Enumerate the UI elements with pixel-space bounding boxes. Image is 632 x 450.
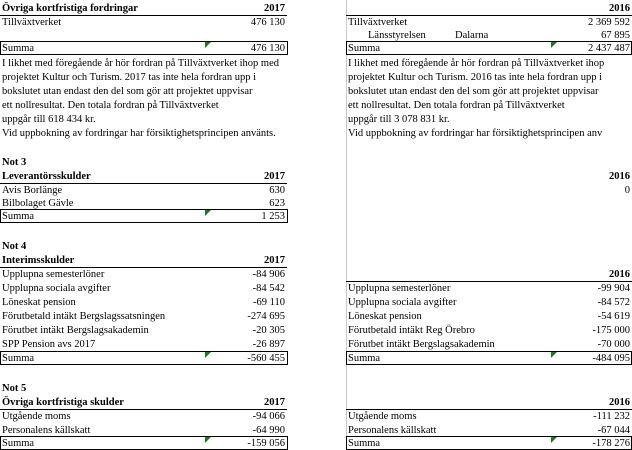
table-row — [0, 410, 632, 423]
table-row — [0, 184, 632, 197]
sum-value[interactable]: -484 095 — [592, 353, 630, 364]
cell-value[interactable]: -84 542 — [252, 283, 285, 294]
cell-region[interactable]: Dalarna — [455, 30, 489, 41]
table-row — [0, 382, 632, 395]
formula-indicator-icon — [205, 352, 211, 358]
sum-value[interactable]: 476 130 — [250, 43, 285, 54]
cell-label[interactable]: Utgående moms — [2, 411, 71, 422]
table-row — [0, 16, 632, 29]
year-header-left[interactable]: 2017 — [264, 3, 285, 14]
year-header-right[interactable]: 2016 — [609, 171, 630, 182]
cell-value[interactable]: 67 895 — [601, 30, 630, 41]
note-text[interactable]: ett nollresultat. Den totala fordran på Tillväxtverket — [2, 100, 219, 111]
table-row — [0, 338, 632, 351]
note-text[interactable]: projektet Kultur och Turism. 2016 tas inte hela fordran upp i — [348, 72, 603, 83]
year-header-left[interactable]: 2017 — [264, 255, 285, 266]
text-row — [0, 57, 632, 70]
cell-label[interactable]: Löneskat pension — [2, 297, 76, 308]
section-header-ovriga-skulder[interactable]: Övriga kortfristiga skulder — [2, 397, 124, 408]
text-row — [0, 71, 632, 84]
formula-indicator-icon — [205, 210, 211, 216]
cell-label[interactable]: Bilbolaget Gävle — [2, 198, 74, 209]
cell-label[interactable]: Upplupna semesterlöner — [2, 269, 105, 280]
year-header-right[interactable]: 2016 — [609, 3, 630, 14]
section-header-interimsskulder[interactable]: Interimsskulder — [2, 255, 75, 266]
text-row — [0, 127, 632, 140]
cell-label[interactable]: Upplupna semesterlöner — [348, 283, 451, 294]
sum-label[interactable]: Summa — [348, 353, 381, 364]
cell-label[interactable]: Utgående moms — [348, 411, 417, 422]
table-row — [0, 156, 632, 169]
cell-value[interactable]: -54 619 — [597, 311, 630, 322]
cell-value[interactable]: -175 000 — [592, 325, 630, 336]
cell-value[interactable]: -99 904 — [597, 283, 630, 294]
cell-value[interactable]: 2 369 592 — [588, 17, 630, 28]
table-row — [0, 437, 632, 450]
text-row — [0, 85, 632, 98]
cell-value[interactable]: 0 — [624, 185, 630, 196]
note-text[interactable]: ett nollresultat. Den totala fordran på Tillväxtverket — [348, 100, 565, 111]
table-row — [0, 296, 632, 309]
sum-value[interactable]: 1 253 — [261, 211, 285, 222]
sum-label[interactable]: Summa — [348, 438, 381, 449]
cell-label[interactable]: Upplupna sociala avgifter — [348, 297, 457, 308]
sum-label[interactable]: Summa — [2, 211, 35, 222]
note-text[interactable]: Vid uppbokning av fordringar har försiktighetsprincipen anv — [348, 128, 603, 139]
table-row — [0, 254, 632, 267]
note-text[interactable]: Vid uppbokning av fordringar har försiktighetsprincipen använts. — [2, 128, 276, 139]
formula-indicator-icon — [551, 352, 557, 358]
sum-value[interactable]: -159 056 — [247, 438, 285, 449]
section-header-leverantorsskulder[interactable]: Leverantörsskulder — [2, 171, 91, 182]
cell-value[interactable]: 623 — [269, 198, 285, 209]
cell-value[interactable]: 476 130 — [250, 17, 285, 28]
table-row — [0, 310, 632, 323]
cell-value[interactable]: -84 906 — [252, 269, 285, 280]
note-number-3[interactable]: Not 3 — [2, 157, 27, 168]
sum-label[interactable]: Summa — [2, 438, 35, 449]
year-header-right[interactable]: 2016 — [609, 269, 630, 280]
cell-label[interactable]: Förutbetald intäkt Reg Örebro — [348, 325, 475, 336]
note-text[interactable]: bokslutet utan endast den del som gör att projektet uppvisar — [348, 86, 599, 97]
cell-value[interactable]: -70 000 — [597, 339, 630, 350]
cell-label[interactable]: Personalens källskatt — [2, 425, 91, 436]
sum-value[interactable]: -560 455 — [247, 353, 285, 364]
sum-label[interactable]: Summa — [348, 43, 381, 54]
table-row — [0, 282, 632, 295]
text-row — [0, 113, 632, 126]
cell-value[interactable]: -67 044 — [597, 425, 630, 436]
cell-value[interactable]: -84 572 — [597, 297, 630, 308]
note-text[interactable]: bokslutet utan endast den del som gör att projektet uppvisar — [2, 86, 253, 97]
note-text[interactable]: I likhet med föregående år hör fordran på Tillväxtverket ihop — [348, 58, 605, 69]
year-header-left[interactable]: 2017 — [264, 397, 285, 408]
sum-value[interactable]: 2 437 487 — [588, 43, 630, 54]
year-header-right[interactable]: 2016 — [609, 397, 630, 408]
table-row — [0, 324, 632, 337]
cell-label[interactable]: Tillväxtverket — [2, 17, 62, 28]
formula-indicator-icon — [205, 42, 211, 48]
cell-value[interactable]: -20 305 — [252, 325, 285, 336]
cell-label[interactable]: Förutbetald intäkt Bergslagssatsningen — [2, 311, 166, 322]
sum-value[interactable]: -178 276 — [592, 438, 630, 449]
cell-value[interactable]: -69 110 — [253, 297, 285, 308]
note-text[interactable]: uppgår till 3 078 831 kr. — [348, 114, 450, 125]
sum-label[interactable]: Summa — [2, 353, 35, 364]
cell-label[interactable]: Löneskat pension — [348, 311, 422, 322]
table-row — [0, 240, 632, 253]
table-row — [0, 2, 632, 15]
table-row — [0, 42, 632, 55]
cell-value[interactable]: -274 695 — [247, 311, 285, 322]
table-row — [0, 210, 632, 223]
sum-label[interactable]: Summa — [2, 43, 35, 54]
note-text[interactable]: projektet Kultur och Turism. 2017 tas inte hela fordran upp i — [2, 72, 257, 83]
cell-label[interactable]: Avis Borlänge — [2, 185, 63, 196]
cell-label[interactable]: Upplupna sociala avgifter — [2, 283, 111, 294]
cell-value[interactable]: -26 897 — [252, 339, 285, 350]
cell-label[interactable]: Förutbet intäkt Bergslagsakademin — [2, 325, 149, 336]
cell-label[interactable]: Förutbet intäkt Bergslagsakademin — [348, 339, 495, 350]
cell-label[interactable]: Länsstyrelsen — [368, 30, 426, 41]
cell-value[interactable]: -111 232 — [593, 411, 630, 422]
text-row — [0, 99, 632, 112]
table-row — [0, 396, 632, 409]
note-number-5[interactable]: Not 5 — [2, 383, 27, 394]
cell-label[interactable]: Personalens källskatt — [348, 425, 437, 436]
table-row — [0, 170, 632, 183]
cell-value[interactable]: -64 990 — [252, 425, 285, 436]
cell-value[interactable]: 630 — [269, 185, 285, 196]
cell-value[interactable]: -94 066 — [252, 411, 285, 422]
note-text[interactable]: I likhet med föregående år hör fordran på Tillväxtverket ihop med — [2, 58, 279, 69]
table-row — [0, 268, 632, 281]
formula-indicator-icon — [551, 437, 557, 443]
formula-indicator-icon — [551, 42, 557, 48]
table-row — [0, 352, 632, 365]
year-header-left[interactable]: 2017 — [264, 171, 285, 182]
cell-label[interactable]: Tillväxtverket — [348, 17, 408, 28]
note-number-4[interactable]: Not 4 — [2, 241, 27, 252]
section-header-fordringar[interactable]: Övriga kortfristiga fordringar — [2, 3, 138, 14]
cell-label[interactable]: SPP Pension avs 2017 — [2, 339, 96, 350]
formula-indicator-icon — [205, 437, 211, 443]
note-text[interactable]: uppgår till 618 434 kr. — [2, 114, 96, 125]
